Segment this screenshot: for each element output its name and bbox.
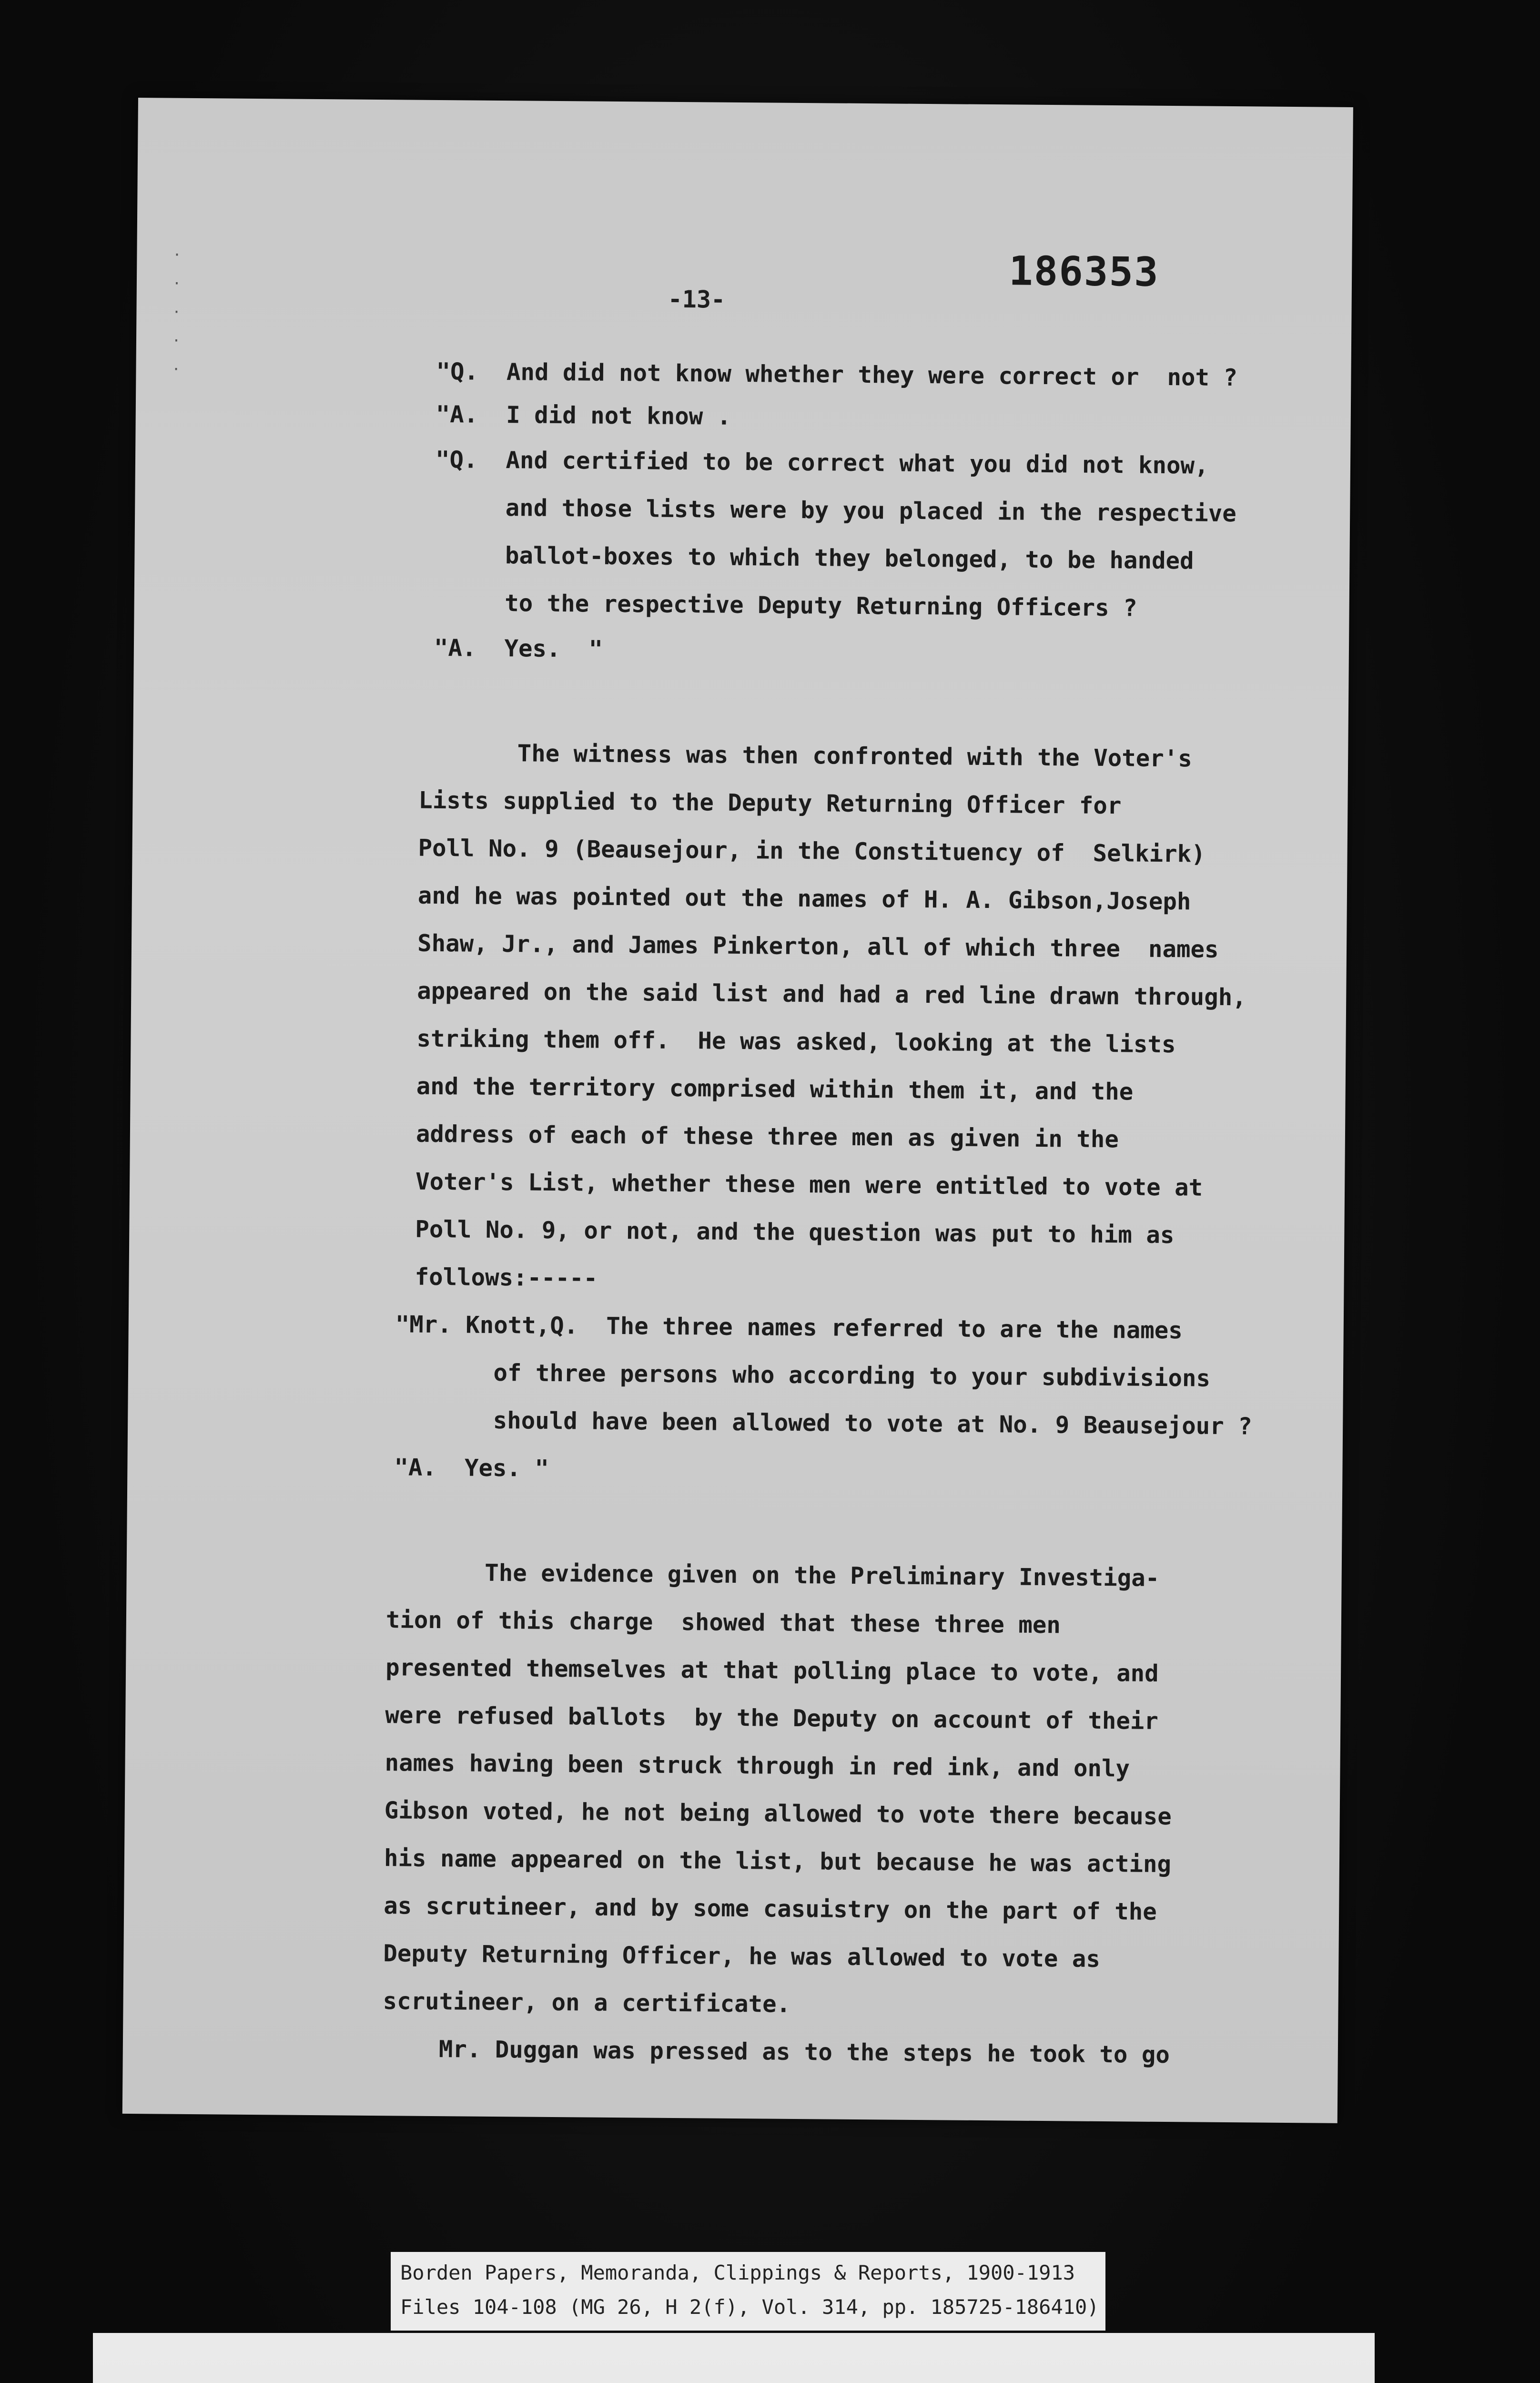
faint-stamp-bleedthrough (295, 1238, 331, 1343)
typed-line: Poll No. 9, or not, and the question was put to him as (415, 1215, 1175, 1249)
typed-line: "Mr. Knott,Q. The three names referred to are the names (395, 1311, 1183, 1344)
catalog-reference-label (391, 2252, 1105, 2331)
typed-line: were refused ballots by the Deputy on account of their (385, 1701, 1159, 1735)
typed-line: names having been struck through in red ink, and only (385, 1749, 1130, 1782)
typed-line: and those lists were by you placed in the respective (435, 493, 1236, 528)
typed-line: Voter's List, whether these men were entitled to vote at (415, 1168, 1203, 1202)
typed-line: Lists supplied to the Deputy Returning Officer for (418, 786, 1122, 820)
typed-line: appeared on the said list and had a red line drawn through, (417, 977, 1247, 1011)
typed-line: Mr. Duggan was pressed as to the steps he took to go (382, 2035, 1170, 2069)
typed-line: and the territory comprised within them it, and the (416, 1072, 1134, 1106)
typed-line: "A. Yes. " (434, 634, 603, 663)
typed-line: "A. Yes. " (394, 1454, 549, 1482)
typed-line: address of each of these three men as given in the (415, 1120, 1119, 1153)
public-archives-card (93, 2333, 1375, 2383)
typed-line: "A. I did not know . (436, 400, 731, 430)
typed-line: presented themselves at that polling place to vote, and (385, 1654, 1159, 1687)
typed-line: to the respective Deputy Returning Officers ? (434, 589, 1137, 622)
typed-line: Deputy Returning Officer, he was allowed to vote as (383, 1940, 1101, 1973)
page-number: -13- (668, 285, 726, 314)
typed-line: as scrutineer, and by some casuistry on the part of the (383, 1892, 1157, 1925)
typed-line: "Q. And certified to be correct what you did not know, (435, 446, 1209, 479)
typed-line: ballot-boxes to which they belonged, to be handed (435, 541, 1194, 575)
typed-line: of three persons who according to your subdivisions (395, 1358, 1211, 1392)
typed-line: and he was pointed out the names of H. A. Gibson,Joseph (417, 882, 1191, 916)
typed-line: The evidence given on the Preliminary Investiga- (386, 1558, 1160, 1592)
document-number: 186353 (1008, 247, 1160, 295)
typed-line: scrutineer, on a certificate. (383, 1987, 791, 2018)
typed-line: Gibson voted, he not being allowed to vote there because (384, 1797, 1172, 1831)
typed-line: Shaw, Jr., and James Pinkerton, all of which three names (417, 929, 1219, 963)
typed-line: The witness was then confronted with the Voter's (419, 739, 1192, 773)
typed-line: follows:----- (415, 1263, 598, 1292)
typed-line: striking them off. He was asked, looking at the lists (416, 1025, 1176, 1059)
binder-hole-marks: · · · · · (172, 246, 182, 378)
catalog-line: Files 104-108 (MG 26, H 2(f), Vol. 314, pp. 185725-186410) (400, 2295, 1099, 2319)
typed-line: "Q. And did not know whether they were correct or not ? (436, 357, 1238, 392)
typed-line: tion of this charge showed that these three men (385, 1606, 1061, 1639)
typed-document-page (122, 98, 1353, 2123)
typed-line: Poll No. 9 (Beausejour, in the Constituency of Selkirk) (418, 834, 1206, 868)
catalog-line: Borden Papers, Memoranda, Clippings & Reports, 1900-1913 (400, 2261, 1075, 2284)
typed-line: his name appeared on the list, but because he was acting (384, 1844, 1172, 1878)
typed-line: should have been allowed to vote at No. 9 Beausejour ? (395, 1406, 1252, 1440)
